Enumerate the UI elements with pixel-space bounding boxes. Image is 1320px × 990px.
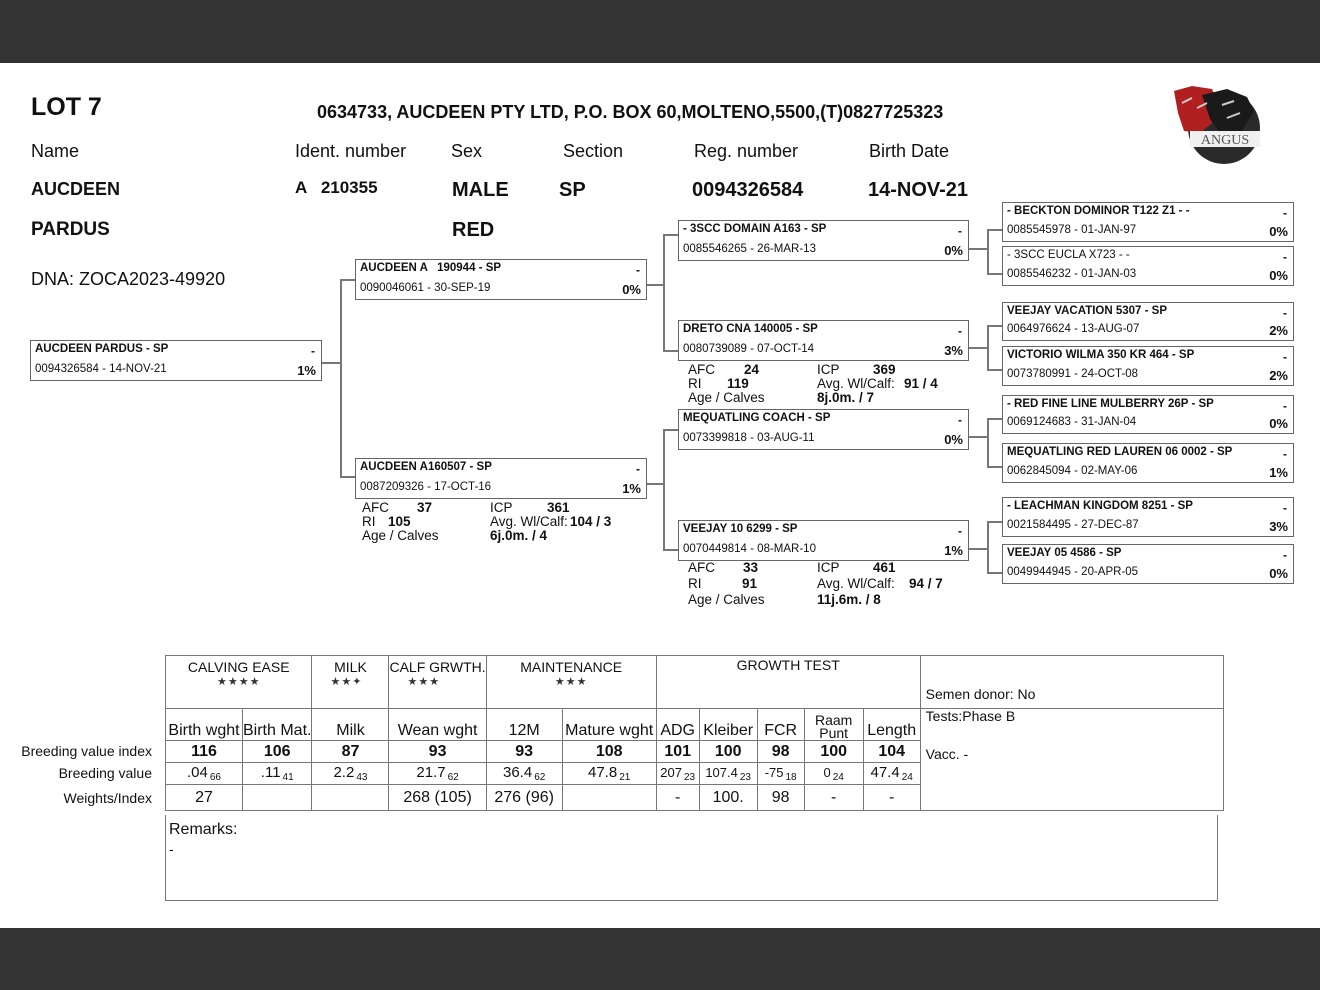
col-milk: Milk (312, 709, 389, 741)
col-kleiber: Kleiber (699, 709, 757, 741)
connector (987, 229, 989, 274)
weights-row: 27 268 (105) 276 (96) - 100. 98 - - (166, 785, 1224, 811)
reg-value: 0094326584 (692, 179, 804, 201)
animal-name: AUCDEEN PARDUS - SP (35, 343, 169, 355)
breeding-value-table (165, 655, 1224, 811)
connector (987, 418, 989, 467)
remarks-box (165, 815, 1218, 901)
connector (987, 466, 1002, 468)
dam-name: AUCDEEN A160507 - SP (360, 461, 492, 473)
connector (987, 325, 1002, 327)
side-info (920, 686, 1223, 811)
connector (968, 347, 988, 349)
pedigree-sire-sire: - 3SCC DOMAIN A163 - SP - 0085546265 - 26-MAR-13 0% (678, 220, 969, 261)
dna-code: DNA: ZOCA2023-49920 (31, 269, 226, 289)
lot-page (0, 63, 1320, 928)
name-line1: AUCDEEN (31, 179, 121, 199)
birth-label: Birth Date (869, 141, 950, 161)
sire-name: AUCDEEN A 190944 - SP (360, 262, 502, 274)
index-row: 116 106 87 93 93 108 101 100 98 100 104 (166, 741, 1224, 763)
star-rating-icon: ★★✦ (330, 676, 363, 688)
sire-reg: 0090046061 - 30-SEP-19 (360, 282, 491, 294)
group-calving-ease: CALVING EASE ★★★★ (166, 656, 312, 709)
bottom-bar (0, 928, 1320, 990)
animal-reg: 0094326584 - 14-NOV-21 (35, 363, 167, 375)
group-milk: MILK ★★✦ (312, 656, 389, 709)
col-mature-wght: Mature wght (562, 709, 656, 741)
connector (663, 549, 679, 551)
connector (987, 325, 989, 370)
remarks-value: - (169, 841, 174, 857)
connector (646, 483, 664, 485)
pedigree-animal (30, 340, 322, 381)
pedigree-sire (355, 259, 647, 300)
animal-flag: - (311, 344, 315, 358)
sex-value: MALE (452, 179, 509, 201)
connector (987, 418, 1002, 420)
sex-label: Sex (451, 141, 483, 161)
pedigree-sire-dam: DRETO CNA 140005 - SP - 0080739089 - 07-OCT-14 3% (678, 320, 969, 361)
pedigree-sds: VEEJAY VACATION 5307 - SP - 0064976624 - 13-AUG-07 2% (1002, 302, 1294, 341)
connector (646, 284, 664, 286)
connector (968, 436, 988, 438)
connector (663, 429, 679, 431)
connector (968, 548, 988, 550)
sire-pct: 0% (622, 282, 641, 297)
pedigree-dam-dam: VEEJAY 10 6299 - SP - 0070449814 - 08-MAR-10 1% (678, 520, 969, 561)
tests-phase: Tests:Phase B (925, 708, 1016, 724)
group-growth-test: GROWTH TEST (656, 656, 920, 709)
lot-number: LOT 7 (31, 93, 102, 121)
col-fcr: FCR (757, 709, 804, 741)
section-label: Section (563, 141, 624, 161)
group-calf-growth: CALF GRWTH. ★★★ (389, 656, 486, 709)
star-rating-icon: ★★★ (407, 676, 441, 688)
reg-label: Reg. number (694, 141, 799, 161)
dam-pct: 1% (622, 481, 641, 496)
row-label-value: Breeding value (58, 765, 152, 781)
section-value: SP (559, 179, 586, 201)
pedigree-dsd: MEQUATLING RED LAUREN 06 0002 - SP - 0062845094 - 02-MAY-06 1% (1002, 443, 1294, 483)
owner-line: 0634733, AUCDEEN PTY LTD, P.O. BOX 60,MOLTENO,5500,(T)0827725323 (317, 102, 944, 122)
col-adg: ADG (656, 709, 699, 741)
pedigree-ssd: - 3SCC EUCLA X723 - - - 0085546232 - 01-JAN-03 0% (1002, 246, 1294, 286)
connector (987, 369, 1002, 371)
angus-logo-icon (1172, 83, 1262, 168)
semen-donor: Semen donor: No (925, 686, 1036, 702)
pedigree-dam-sire: MEQUATLING COACH - SP - 0073399818 - 03-AUG-11 0% (678, 409, 969, 450)
pedigree-dam (355, 458, 647, 499)
remarks-label: Remarks: (169, 821, 238, 838)
star-rating-icon: ★★★ (554, 676, 588, 688)
vacc: Vacc. - (925, 746, 969, 762)
connector (340, 279, 356, 281)
dam-flag: - (636, 462, 640, 476)
pedigree-dss: - RED FINE LINE MULBERRY 26P - SP - 0069124683 - 31-JAN-04 0% (1002, 395, 1294, 434)
col-12m: 12M (486, 709, 562, 741)
col-birth-wght: Birth wght (166, 709, 243, 741)
breeding-value-row: .04 $_{66}$ .11 $_{41}$ 2.2 $_{43}$ 21.7 $_{62}$ 36.4 $_{62}$ 47.8 $_{21}$ 207 $_{23}$ 107.4 $_{23}$ -75 $_{18}$ 0 $_{24}$ 47.4 $_{24}$ (166, 763, 1224, 785)
col-birth-mat: Birth Mat. (243, 709, 312, 741)
connector (987, 229, 1002, 231)
birth-value: 14-NOV-21 (868, 179, 969, 201)
connector (968, 248, 988, 250)
connector (663, 429, 665, 550)
ident-value: A 210355 (295, 178, 378, 197)
sire-dam-stats: AFC 24 ICP 369 RI 119 Avg. Wl/Calf: 91 / 4 Age / Calves 8j.0m. / 7 (688, 362, 938, 405)
ident-label: Ident. number (295, 141, 407, 161)
connector (340, 476, 356, 478)
pedigree-sss: - BECKTON DOMINOR T122 Z1 - - - 0085545978 - 01-JAN-97 0% (1002, 202, 1294, 242)
col-length: Length (863, 709, 920, 741)
col-wean-wght: Wean wght (389, 709, 486, 741)
dam-stats: AFC 37 ICP 361 RI 105 Avg. Wl/Calf: 104 / 3 Age / Calves 6j.0m. / 4 (362, 500, 612, 543)
connector (987, 572, 1002, 574)
group-maintenance: MAINTENANCE ★★★ (486, 656, 656, 709)
animal-pct: 1% (297, 363, 316, 378)
name-label: Name (31, 141, 80, 161)
connector (663, 234, 679, 236)
connector (987, 273, 1002, 275)
sire-flag: - (636, 263, 640, 277)
connector (663, 234, 665, 351)
star-rating-icon: ★★★★ (217, 676, 261, 688)
connector (663, 350, 679, 352)
connector (321, 362, 341, 364)
color-value: RED (452, 219, 495, 241)
connector (987, 521, 1002, 523)
logo-text: ANGUS (1200, 133, 1250, 148)
row-label-index: Breeding value index (21, 743, 152, 759)
dam-dam-stats: AFC 33 ICP 461 RI 91 Avg. Wl/Calf: 94 / 7 Age / Calves 11j.6m. / 8 (688, 560, 943, 607)
connector (340, 279, 342, 477)
row-label-weights: Weights/Index (63, 790, 152, 806)
top-bar (0, 0, 1320, 63)
pedigree-ddd: VEEJAY 05 4586 - SP - 0049944945 - 20-APR-05 0% (1002, 544, 1294, 584)
name-line2: PARDUS (31, 219, 110, 240)
pedigree-dds: - LEACHMAN KINGDOM 8251 - SP - 0021584495 - 27-DEC-87 3% (1002, 497, 1294, 537)
pedigree-sdd: VICTORIO WILMA 350 KR 464 - SP - 0073780991 - 24-OCT-08 2% (1002, 346, 1294, 386)
connector (987, 521, 989, 573)
dam-reg: 0087209326 - 17-OCT-16 (360, 481, 492, 493)
col-raam-punt: Raam Punt (804, 709, 863, 741)
